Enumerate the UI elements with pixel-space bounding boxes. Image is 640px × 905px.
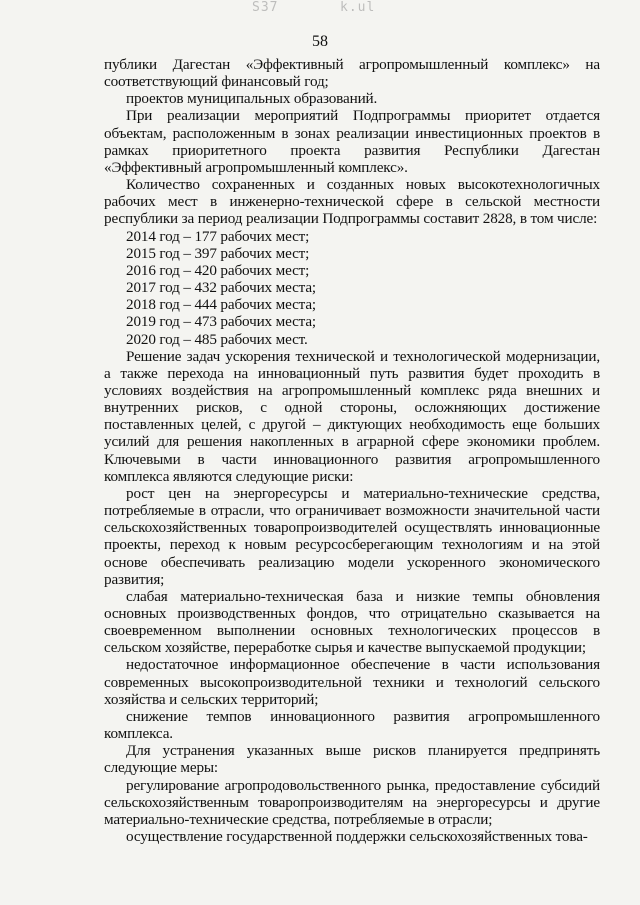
- scan-stamp-left: S37: [252, 0, 279, 15]
- risk-item: снижение темпов инновационного развития агропромышленного комплекса.: [104, 707, 600, 743]
- year-list-item: 2015 год – 397 рабочих мест;: [126, 244, 310, 262]
- page-number: 58: [312, 33, 328, 50]
- paragraph: Количество сохраненных и созданных новых высокотехнологичных рабочих мест в инженерно-технической сфере в сельской местности республики за период реализации Подпрограммы составит 2828, в том числе:: [104, 176, 600, 228]
- year-list-item: 2017 год – 432 рабочих места;: [126, 279, 316, 297]
- year-list-item: 2019 год – 473 рабочих места;: [126, 313, 316, 331]
- measure-item: осуществление государственной поддержки сельскохозяйственных това-: [126, 828, 588, 846]
- document-body: [104, 56, 600, 845]
- year-list-item: 2020 год – 485 рабочих мест.: [126, 330, 308, 348]
- paragraph: Решение задач ускорения технической и технологической модернизации, а также перехода на инновационный путь развития будет проходить в условиях воздействия на агропромышленный комплекс ряда внешних и внутренних рисков, с одной стороны, осложняющих достижение поставленных целей, с другой – диктующих необходимость еще больших усилий для решения накопленных в аграрной сфере экономики проблем. Ключевыми в части инновационного развития агропромышленного комплекса являются следующие риски:: [104, 347, 600, 485]
- scan-stamp-right: k.ul: [340, 0, 376, 15]
- risk-item: недостаточное информационное обеспечение в части использования современных высокопроизводительной техники и технологий сельского хозяйства и сельских территорий;: [104, 656, 600, 708]
- year-list: [104, 228, 600, 348]
- year-list-item: 2018 год – 444 рабочих места;: [126, 296, 316, 314]
- year-list-item: 2014 год – 177 рабочих мест;: [126, 227, 310, 245]
- paragraph: Для устранения указанных выше рисков планируется предпринять следующие меры:: [104, 742, 600, 777]
- paragraph: При реализации мероприятий Подпрограммы приоритет отдается объектам, расположенным в зонах реализации инвестиционных проектов в рамках приоритетного проекта развития Республики Дагестан «Эффективный агропромышленный комплекс».: [104, 107, 600, 176]
- measure-item: регулирование агропродовольственного рынка, предоставление субсидий сельскохозяйственным товаропроизводителям на энергоресурсы и другие материально-технические средства, потребляемые в отрасли;: [104, 776, 600, 828]
- risk-item: слабая материально-техническая база и низкие темпы обновления основных производственных фондов, что отрицательно сказывается на своевременном выполнении основных технологических процессов в сельском хозяйстве, переработке сырья и качестве выпускаемой продукции;: [104, 587, 600, 657]
- paragraph: публики Дагестан «Эффективный агропромышленный комплекс» на соответствующий финансовый год;: [104, 56, 600, 91]
- risk-item: рост цен на энергоресурсы и материально-технические средства, потребляемые в отрасли, что ограничивает возможности значительной части сельскохозяйственных товаропроизводителей осуществлять инновационные проекты, переход к новым ресурсосберегающим технологиям и на этой основе обеспечивать реализацию модели ускоренного экономического развития;: [104, 484, 600, 588]
- year-list-item: 2016 год – 420 рабочих мест;: [126, 261, 310, 279]
- paragraph: проектов муниципальных образований.: [126, 90, 378, 108]
